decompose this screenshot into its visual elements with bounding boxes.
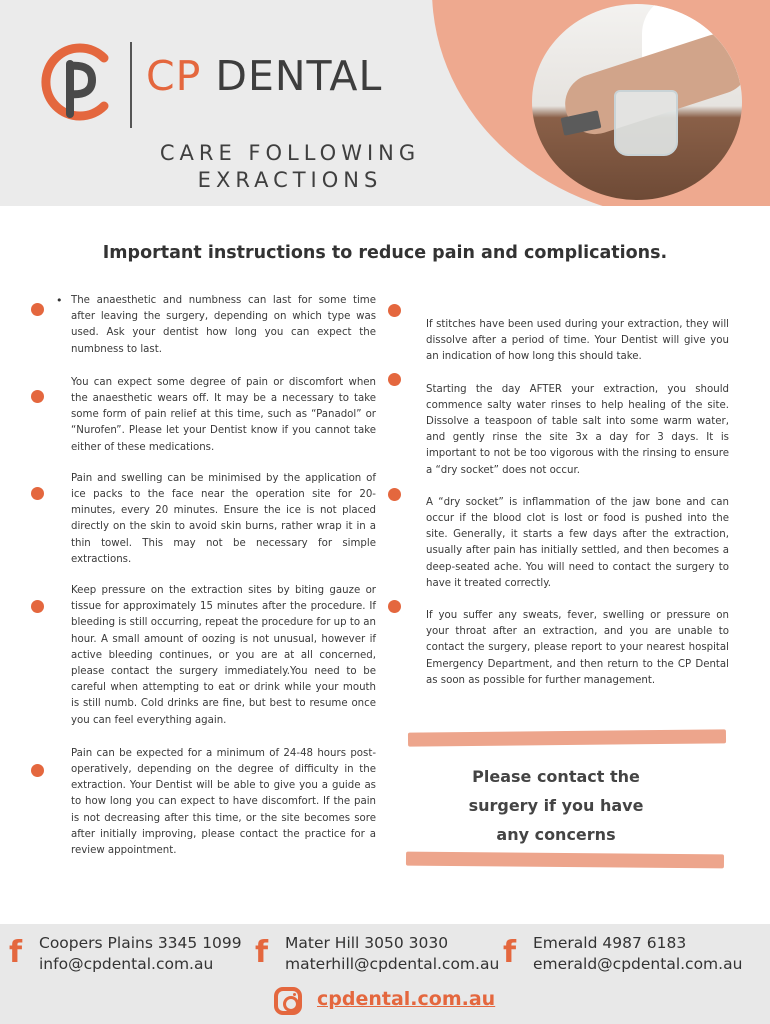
instruction-paragraph: Pain and swelling can be minimised by the application of ice packs to the face near the operation site for 20-minutes, every 20 minutes. Ensure the ice is not placed directly on the skin to avoid skin burns, rather wrap it in a thin towel. This may not be necessary for simple extractions. bbox=[71, 472, 376, 565]
instructions-right-column bbox=[426, 317, 729, 705]
bullet-dot bbox=[31, 487, 44, 500]
bullet-dot bbox=[31, 764, 44, 777]
bullet-dot bbox=[31, 390, 44, 403]
instruction-paragraph: • The anaesthetic and numbness can last for some time after leaving the surgery, depending on which type was used. Ask your dentist how long you can expect the numbness to last. bbox=[71, 293, 376, 358]
instruction-paragraph: A “dry socket” is inflammation of the jaw bone and can occur if the blood clot is lost or food is pushed into the site. Generally, it starts a few days after the extraction, usually after pain has initially settled, and then becomes a deep-seated ache. You will need to contact the surgery to have it treated correctly. bbox=[426, 496, 729, 589]
location-email[interactable]: info@cpdental.com.au bbox=[39, 955, 214, 973]
bullet-dot bbox=[388, 304, 401, 317]
logo-divider bbox=[130, 42, 132, 128]
bullet-dot bbox=[31, 303, 44, 316]
bullet-dot bbox=[388, 600, 401, 613]
glass-of-water-photo bbox=[532, 4, 742, 200]
instruction-paragraph: Keep pressure on the extraction sites by biting gauze or tissue for approximately 15 minutes after the procedure. If bleeding is still occurring, repeat the procedure for up to an hour. A small amount of oozing is not unusual, however if active bleeding continues, or you are at all concerned, please contact the surgery immediately.You need to be careful when attempting to eat or drink while your mouth is still numb. Cold drinks are fine, but best to resume once you can feel everything again. bbox=[71, 585, 376, 726]
website-link[interactable]: cpdental.com.au bbox=[317, 988, 496, 1010]
page-title bbox=[140, 140, 440, 194]
location-email[interactable]: materhill@cpdental.com.au bbox=[285, 955, 500, 973]
instruction-paragraph: Starting the day AFTER your extraction, you should commence salty water rinses to help healing of the site. Dissolve a teaspoon of table salt into some warm water, and gently rinse the site 3x a day for 3 days. It is important to not be too vigorous with the rinsing to ensure a “dry socket” does not occur. bbox=[426, 383, 729, 476]
instagram-icon[interactable] bbox=[274, 987, 302, 1015]
instruction-paragraph: You can expect some degree of pain or discomfort when the anaesthetic wears off. It may be a necessary to take some form of pain relief at this time, such as “Panadol” or “Nurofen”. Please let your Dentist know if you cannot take either of these medications. bbox=[71, 376, 376, 453]
header bbox=[0, 0, 770, 206]
brand-cp: CP bbox=[146, 52, 202, 100]
bullet-dot bbox=[388, 488, 401, 501]
location-name-phone: Emerald 4987 6183 bbox=[533, 934, 687, 952]
location-email[interactable]: emerald@cpdental.com.au bbox=[533, 955, 743, 973]
instruction-paragraph: If you suffer any sweats, fever, swelling or pressure on your throat after an extraction, and you are unable to contact the surgery, please report to your nearest hospital Emergency Department, and then return to the CP Dental as soon as possible for further management. bbox=[426, 610, 729, 686]
bullet-dot bbox=[31, 600, 44, 613]
bullet-dot bbox=[388, 373, 401, 386]
page-title-line2: EXRACTIONS bbox=[197, 168, 383, 192]
instruction-paragraph: If stitches have been used during your extraction, they will dissolve after a period of time. Your Dentist will give you an indication of how long this should take. bbox=[426, 319, 729, 363]
location-name-phone: Coopers Plains 3345 1099 bbox=[39, 934, 242, 952]
cp-logo-icon bbox=[38, 42, 118, 122]
contact-callout-line3: any concerns bbox=[496, 825, 616, 844]
contact-callout-line2: surgery if you have bbox=[468, 796, 644, 815]
facebook-icon[interactable]: f bbox=[503, 935, 517, 970]
page-title-line1: CARE FOLLOWING bbox=[159, 141, 421, 165]
subtitle: Important instructions to reduce pain and complications. bbox=[102, 243, 668, 263]
contact-box-stripe-top bbox=[408, 729, 726, 746]
instruction-paragraph: Pain can be expected for a minimum of 24-48 hours post-operatively, depending on the degree of difficulty in the extraction. Your Dentist will be able to give you a guide as to how long you can expect to have discomfort. If the pain is not decreasing after this time, or the site becomes sore after initially improving, please contact the practice for a review appointment. bbox=[71, 747, 376, 857]
facebook-icon[interactable]: f bbox=[255, 935, 269, 970]
contact-box-stripe-bottom bbox=[406, 852, 724, 869]
brand-name bbox=[146, 52, 382, 100]
location-name-phone: Mater Hill 3050 3030 bbox=[285, 934, 449, 952]
brand-dental: DENTAL bbox=[215, 52, 383, 100]
instructions-left-column bbox=[71, 293, 376, 874]
facebook-icon[interactable]: f bbox=[9, 935, 23, 970]
contact-callout-line1: Please contact the bbox=[472, 767, 640, 786]
contact-callout bbox=[406, 762, 706, 849]
